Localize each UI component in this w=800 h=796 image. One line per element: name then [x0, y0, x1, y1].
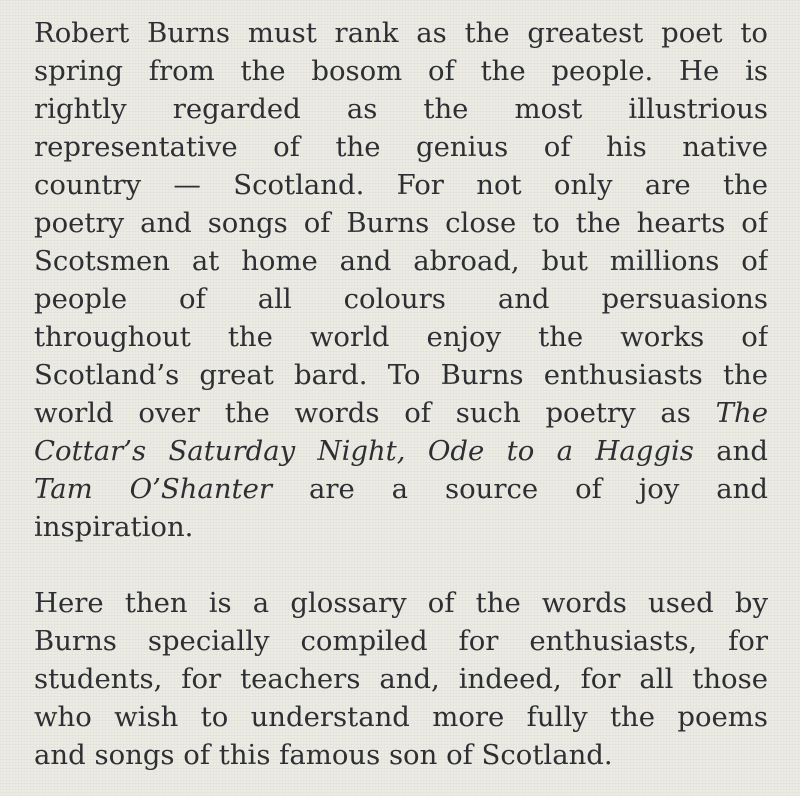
- text-line: rightly regarded as the most illustrious: [34, 93, 768, 125]
- paragraph-glossary: [34, 584, 768, 774]
- paragraph-gap: [34, 546, 768, 584]
- text-line: Burns specially compiled for enthusiasts, for: [34, 625, 768, 657]
- text-line: and songs of this famous son of Scotland.: [34, 739, 613, 771]
- text-line: students, for teachers and, indeed, for all those: [34, 663, 768, 695]
- poem-title-tam: Tam O’Shanter: [34, 473, 273, 505]
- text-line: poetry and songs of Burns close to the hearts of: [34, 207, 768, 239]
- text-segment: world over the words of such poetry as: [34, 397, 691, 429]
- text-line: country — Scotland. For not only are the: [34, 169, 768, 201]
- poem-title-cottars-part2: Cottar’s Saturday Night,: [34, 435, 406, 467]
- text-line: Scotland’s great bard. To Burns enthusiasts the: [34, 359, 768, 391]
- paragraph-intro: [34, 14, 768, 546]
- text-line: Here then is a glossary of the words used by: [34, 587, 768, 619]
- text-line: throughout the world enjoy the works of: [34, 321, 768, 353]
- text-line: who wish to understand more fully the poems: [34, 701, 768, 733]
- text-line: spring from the bosom of the people. He is: [34, 55, 768, 87]
- poem-title-ode: Ode to a Haggis: [427, 435, 694, 467]
- text-line: [34, 470, 768, 508]
- text-line: Scotsmen at home and abroad, but millions of: [34, 245, 768, 277]
- text-segment: are a source of joy and: [308, 473, 768, 505]
- text-line: Robert Burns must rank as the greatest poet to: [34, 17, 768, 49]
- text-line: [34, 394, 768, 432]
- poem-title-cottars-part1: The: [715, 397, 768, 429]
- text-line: people of all colours and persuasions: [34, 283, 768, 315]
- text-line: representative of the genius of his native: [34, 131, 768, 163]
- text-line: inspiration.: [34, 511, 194, 543]
- text-line: [34, 432, 768, 470]
- text-segment: and: [716, 435, 768, 467]
